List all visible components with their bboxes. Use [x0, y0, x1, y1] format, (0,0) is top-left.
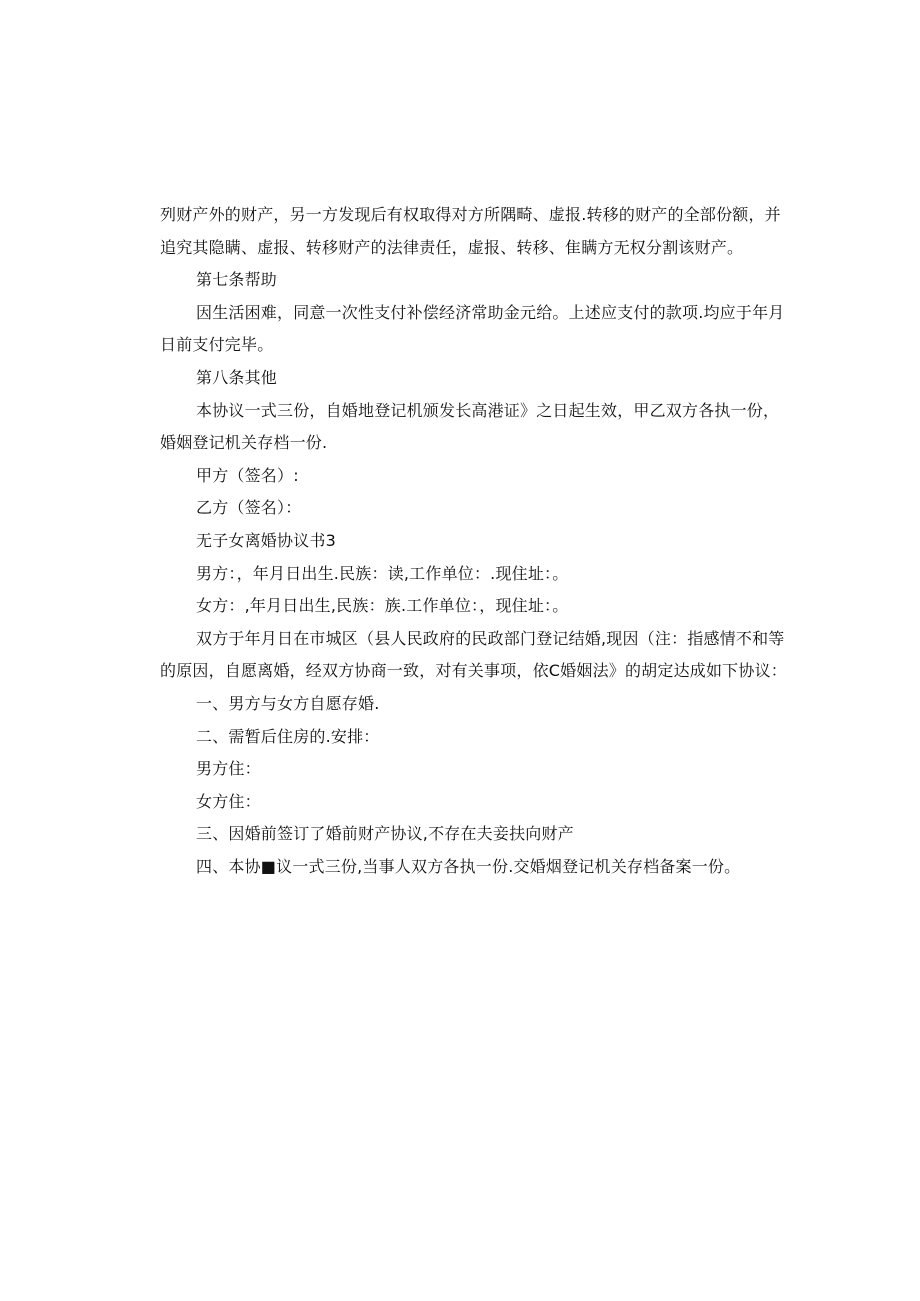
section-heading: 第七条帮助	[196, 270, 278, 290]
text-line: 男方：，年月日出生.民族：读,工作单位：.现住址：。	[196, 563, 569, 583]
text-line: 婚姻登记机关存档一份.	[160, 433, 328, 453]
signature-line-party-b: 乙方（签名）：	[196, 498, 302, 518]
text-line: 追究其隐瞒、虚报、转移财产的法律责任，虚报、转移、隹瞒方无权分割该财产。	[160, 237, 744, 257]
text-line: 因生活困难，同意一次性支付补偿经济常助金元给。上述应支付的款项.均应于年月	[196, 302, 785, 322]
clause-item: 二、需暂后住房的.安排：	[196, 726, 380, 746]
signature-line-party-a: 甲方（签名）:	[196, 465, 299, 485]
text-line: 男方住：	[196, 759, 261, 779]
text-line: 日前支付完毕。	[160, 335, 274, 355]
clause-item: 三、因婚前签订了婚前财产协议,不存在夫妾扶向财产	[196, 824, 574, 844]
text-line: 双方于年月日在市城区（县人民政府的民政部门登记结婚,现因（注：指感情不和等	[196, 628, 785, 648]
text-line: 女方：,年月日出生,民族：族.工作单位：，现住址：。	[196, 596, 569, 616]
text-line: 的原因，自愿离婚，经双方协商一致，对有关事项，依C婚姻法》的胡定达成如下协议：	[160, 661, 787, 681]
text-line: 列财产外的财产，另一方发现后有权取得对方所隅畸、虚报.转移的财产的全部份额，并	[160, 205, 781, 224]
text-line: 女方住：	[196, 791, 261, 811]
clause-item: 一、男方与女方自愿存婚.	[196, 693, 380, 713]
document-body	[160, 199, 787, 883]
clause-item: 四、本协■议一式三份,当事人双方各执一份.交婚烟登记机关存档备案一份。	[196, 856, 741, 876]
section-heading: 第八条其他	[196, 367, 278, 387]
text-line: 本协议一式三份，自婚地登记机颁发长高港证》之日起生效，甲乙双方各执一份，	[196, 400, 780, 420]
document-title: 无子女离婚协议书3	[196, 530, 336, 550]
